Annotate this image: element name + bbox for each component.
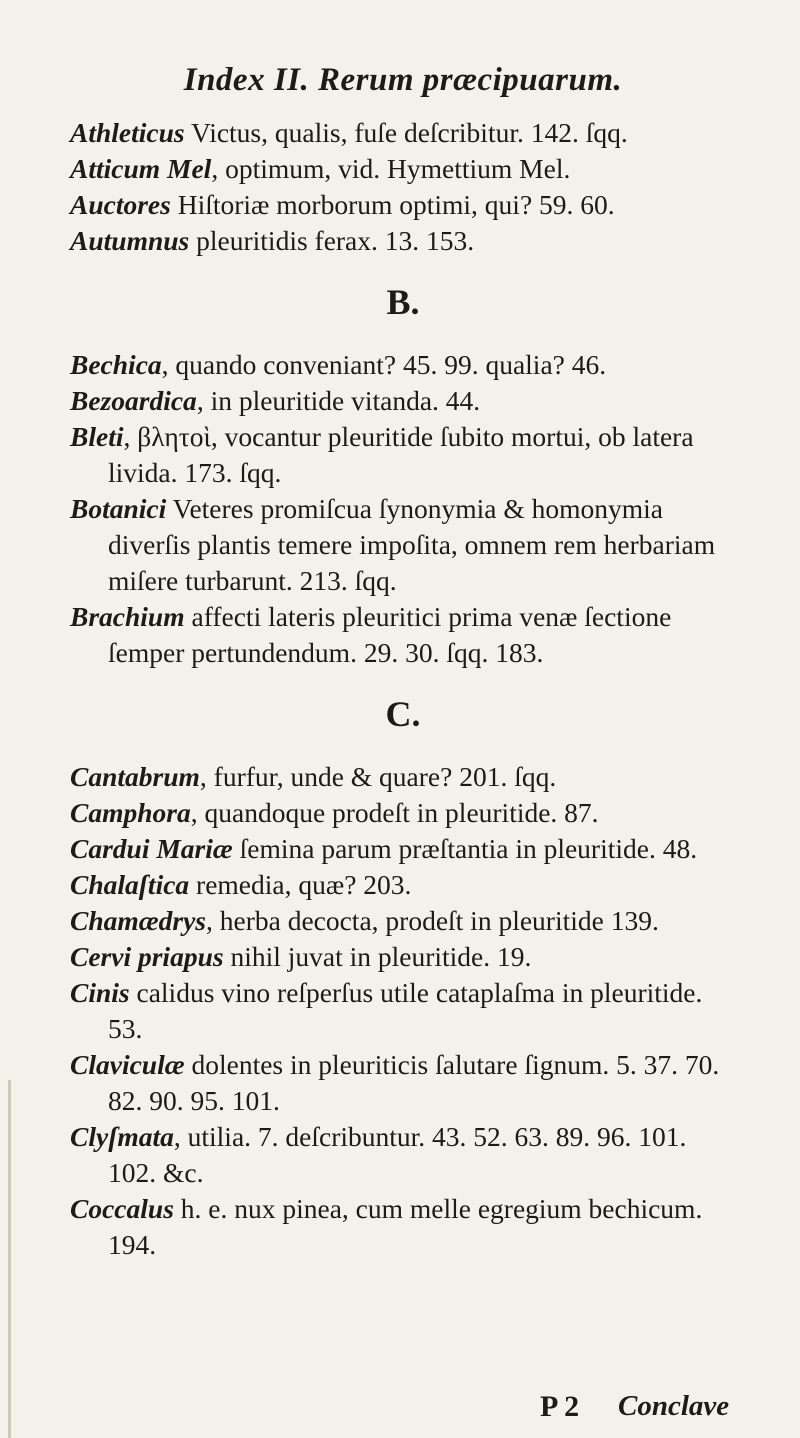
entry-text: , in pleuritide vitanda. 44. (196, 385, 481, 416)
index-entry (70, 383, 736, 419)
entry-text: Hiſtoriæ morborum optimi, qui? 59. 60. (170, 189, 615, 220)
entry-term: Cantabrum (70, 761, 200, 792)
index-entry (70, 867, 736, 903)
entry-list (70, 347, 736, 671)
entry-text: ſemina parum præſtantia in pleuritide. 48. (232, 833, 698, 864)
index-entry (70, 795, 736, 831)
entry-term: Auctores (70, 189, 171, 220)
entry-text: affecti lateris pleuritici prima venæ ſectione ſemper pertundendum. 29. 30. ſqq. 183. (108, 601, 672, 668)
entry-text: , optimum, vid. Hymettium Mel. (211, 153, 571, 184)
entry-term: Cervi priapus (70, 941, 224, 972)
entry-text: remedia, quæ? 203. (189, 869, 412, 900)
index-entry (70, 223, 736, 259)
entry-text: Victus, qualis, fuſe deſcribitur. 142. ſqq. (184, 117, 628, 148)
entry-text: pleuritidis ferax. 13. 153. (189, 225, 475, 256)
entry-text: , quando conveniant? 45. 99. qualia? 46. (161, 349, 607, 380)
entry-text: , quandoque prodeſt in pleuritide. 87. (190, 797, 599, 828)
entry-text: nihil juvat in pleuritide. 19. (223, 941, 532, 972)
entry-text: Veteres promiſcua ſynonymia & homonymia diverſis plantis temere impoſita, omnem rem herbariam miſere turbarunt. 213. ſqq. (108, 493, 716, 596)
index-entry (70, 831, 736, 867)
entry-text: , herba decocta, prodeſt in pleuritide 139. (206, 905, 659, 936)
page-header: Index II. Rerum præcipuarum. (183, 62, 623, 98)
index-entry (70, 187, 736, 223)
section-letter: C. (385, 694, 421, 734)
index-entry (70, 151, 736, 187)
entry-term: Claviculæ (70, 1049, 185, 1080)
entry-list (70, 759, 736, 1263)
entry-text: calidus vino reſperſus utile cataplaſma in pleuritide. 53. (108, 977, 703, 1044)
index-entry (70, 759, 736, 795)
entry-text: , βλητοὶ, vocantur pleuritide ſubito mortui, ob latera livida. 173. ſqq. (108, 421, 694, 488)
index-entry (70, 599, 736, 671)
entry-text: h. e. nux pinea, cum melle egregium bechicum. 194. (108, 1193, 703, 1260)
signature: P 2 (540, 1390, 580, 1423)
entry-term: Bechica (70, 349, 162, 380)
index-entry (70, 1191, 736, 1263)
index-entry (70, 1119, 736, 1191)
entry-term: Camphora (70, 797, 191, 828)
index-entry (70, 903, 736, 939)
entry-term: Cinis (70, 977, 130, 1008)
index-entry (70, 347, 736, 383)
entry-term: Chalaſtica (70, 869, 190, 900)
entry-term: Bleti (70, 421, 124, 452)
entry-text: , furfur, unde & quare? 201. ſqq. (199, 761, 557, 792)
entry-term: Clyſmata (70, 1121, 174, 1152)
catchword: Conclave (618, 1390, 730, 1422)
index-entry (70, 115, 736, 151)
page-edge (8, 1080, 11, 1438)
entry-term: Autumnus (70, 225, 190, 256)
entry-text: dolentes in pleuriticis ſalutare ſignum. 5. 37. 70. 82. 90. 95. 101. (108, 1049, 720, 1116)
entry-text: , utilia. 7. deſcribuntur. 43. 52. 63. 89. 96. 101. 102. &c. (108, 1121, 687, 1188)
signature-mark (540, 1390, 579, 1424)
entry-list (70, 115, 736, 259)
entry-term: Botanici (70, 493, 167, 524)
section-letter: B. (386, 282, 420, 322)
index-entry (70, 1047, 736, 1119)
entry-term: Atticum Mel (70, 153, 212, 184)
entry-term: Chamædrys (70, 905, 206, 936)
entry-term: Cardui Mariæ (70, 833, 233, 864)
entry-term: Athleticus (70, 117, 185, 148)
index-entry (70, 491, 736, 599)
entry-term: Coccalus (70, 1193, 174, 1224)
index-entry (70, 419, 736, 491)
index-body (70, 115, 736, 1263)
index-entry (70, 975, 736, 1047)
index-entry (70, 939, 736, 975)
entry-term: Brachium (70, 601, 185, 632)
entry-term: Bezoardica (70, 385, 197, 416)
